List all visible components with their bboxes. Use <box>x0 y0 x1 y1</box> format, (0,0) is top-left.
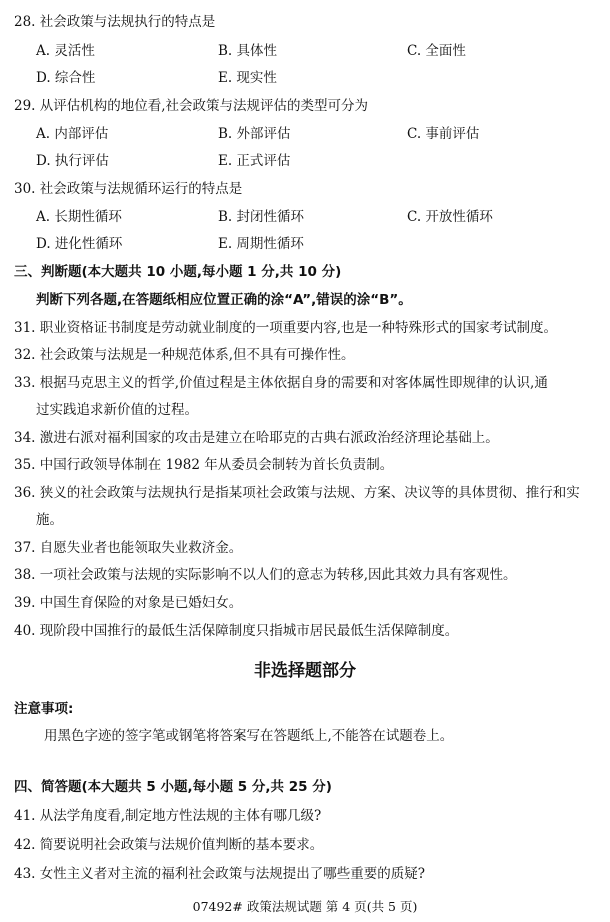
judge-item: 33. 根据马克思主义的哲学,价值过程是主体依据自身的需要和对客体属性即规律的认识,通 <box>14 375 548 391</box>
section-3-instruction: 判断下列各题,在答题纸相应位置正确的涂“A”,错误的涂“B”。 <box>36 292 412 308</box>
question-30-option-d: D. 进化性循环 <box>36 236 123 252</box>
question-29-option-b: B. 外部评估 <box>218 126 291 142</box>
judge-item-continuation: 施。 <box>36 512 63 528</box>
notice-title: 注意事项: <box>14 701 74 717</box>
judge-item: 37. 自愿失业者也能领取失业救济金。 <box>14 540 243 556</box>
question-29-stem: 29. 从评估机构的地位看,社会政策与法规评估的类型可分为 <box>14 98 369 114</box>
question-30-option-c: C. 开放性循环 <box>407 209 493 225</box>
question-28-option-d: D. 综合性 <box>36 70 96 86</box>
short-answer-item: 41. 从法学角度看,制定地方性法规的主体有哪几级? <box>14 808 322 824</box>
question-29-option-d: D. 执行评估 <box>36 153 109 169</box>
part-2-title: 非选择题部分 <box>254 661 356 681</box>
judge-item: 39. 中国生育保险的对象是已婚妇女。 <box>14 595 243 611</box>
judge-item: 32. 社会政策与法规是一种规范体系,但不具有可操作性。 <box>14 347 355 363</box>
page-footer: 07492# 政策法规试题 第 4 页(共 5 页) <box>192 899 418 914</box>
judge-item: 36. 狭义的社会政策与法规执行是指某项社会政策与法规、方案、决议等的具体贯彻、推行和实 <box>14 485 580 501</box>
short-answer-item: 43. 女性主义者对主流的福利社会政策与法规提出了哪些重要的质疑? <box>14 866 425 882</box>
question-30-option-b: B. 封闭性循环 <box>218 209 305 225</box>
short-answer-item: 42. 简要说明社会政策与法规价值判断的基本要求。 <box>14 837 324 853</box>
judge-item: 34. 激进右派对福利国家的攻击是建立在哈耶克的古典右派政治经济理论基础上。 <box>14 430 499 446</box>
question-29-option-c: C. 事前评估 <box>407 126 480 142</box>
judge-item-continuation: 过实践追求新价值的过程。 <box>36 402 198 418</box>
question-28-stem: 28. 社会政策与法规执行的特点是 <box>14 14 216 30</box>
question-30-option-a: A. 长期性循环 <box>36 209 122 225</box>
question-28-option-a: A. 灵活性 <box>36 43 95 59</box>
judge-item: 31. 职业资格证书制度是劳动就业制度的一项重要内容,也是一种特殊形式的国家考试制度。 <box>14 320 558 336</box>
judge-item: 35. 中国行政领导体制在 1982 年从委员会制转为首长负责制。 <box>14 457 394 473</box>
question-30-option-e: E. 周期性循环 <box>218 236 304 252</box>
question-28-option-c: C. 全面性 <box>407 43 466 59</box>
notice-text: 用黑色字迹的签字笔或钢笔将答案写在答题纸上,不能答在试题卷上。 <box>44 728 454 744</box>
question-28-option-b: B. 具体性 <box>218 43 278 59</box>
section-4-title: 四、简答题(本大题共 5 小题,每小题 5 分,共 25 分) <box>14 779 332 795</box>
question-29-option-e: E. 正式评估 <box>218 153 291 169</box>
judge-item: 38. 一项社会政策与法规的实际影响不以人们的意志为转移,因此其效力具有客观性。 <box>14 567 517 583</box>
judge-item: 40. 现阶段中国推行的最低生活保障制度只指城市居民最低生活保障制度。 <box>14 623 459 639</box>
question-29-option-a: A. 内部评估 <box>36 126 109 142</box>
question-28-option-e: E. 现实性 <box>218 70 277 86</box>
question-30-stem: 30. 社会政策与法规循环运行的特点是 <box>14 181 243 197</box>
section-3-title: 三、判断题(本大题共 10 小题,每小题 1 分,共 10 分) <box>14 264 342 280</box>
